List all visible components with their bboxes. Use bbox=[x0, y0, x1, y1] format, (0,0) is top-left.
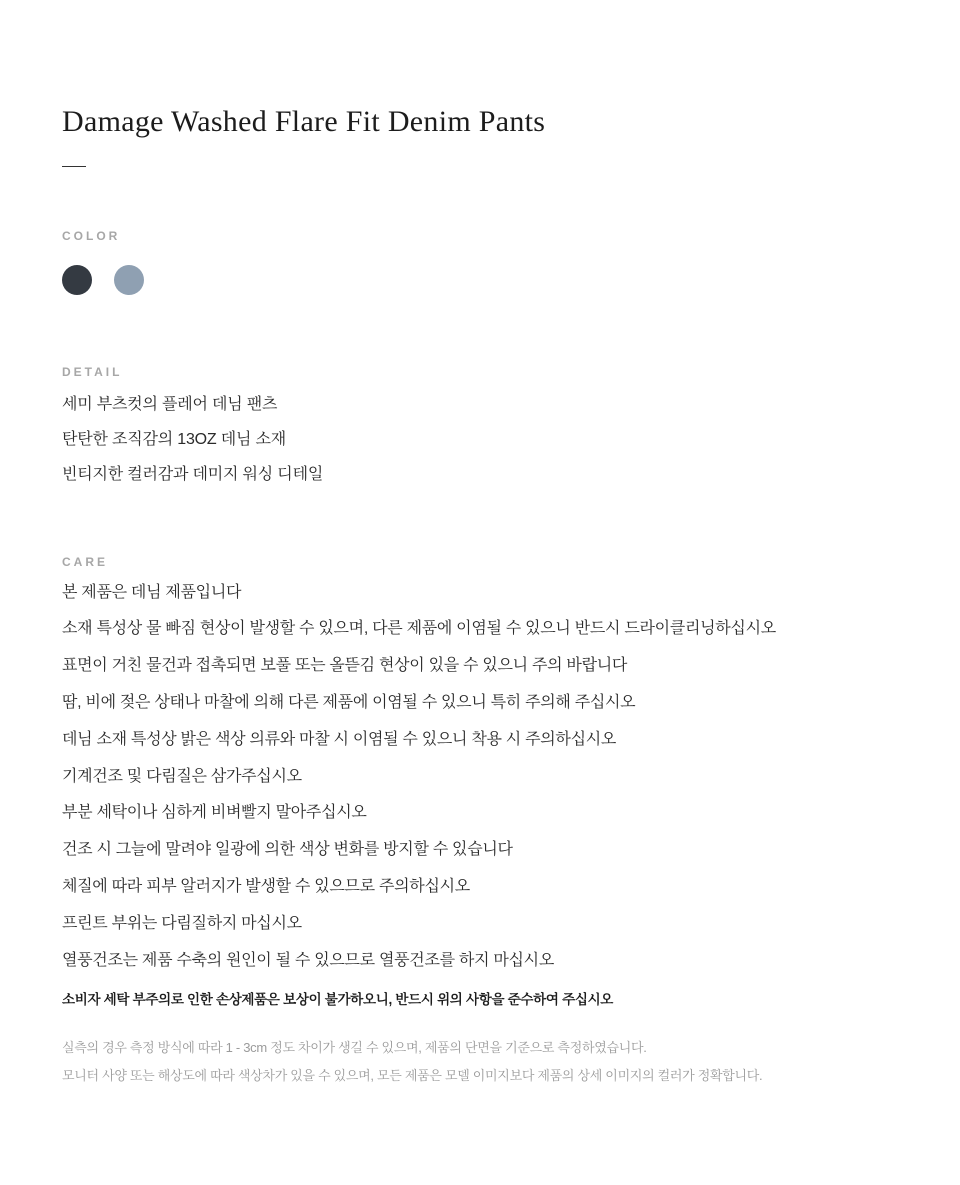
list-item: 빈티지한 컬러감과 데미지 워싱 디테일 bbox=[62, 466, 324, 484]
color-swatch-charcoal[interactable] bbox=[62, 265, 92, 295]
detail-list bbox=[62, 387, 898, 493]
color-swatch-light-blue-grey[interactable] bbox=[114, 265, 144, 295]
care-section bbox=[62, 555, 898, 1015]
list-item: 프린트 부위는 다림질하지 마십시오 bbox=[62, 914, 302, 932]
footnote-monitor-color: 모니터 사양 또는 해상도에 따라 색상차가 있을 수 있으며, 모든 제품은 모델 이미지보다 제품의 상세 이미지의 컬러가 정확합니다. bbox=[62, 1068, 763, 1084]
color-swatch-list bbox=[62, 265, 898, 295]
list-item: 기계건조 및 다림질은 삼가주십시오 bbox=[62, 767, 302, 785]
list-item: 부분 세탁이나 심하게 비벼빨지 말아주십시오 bbox=[62, 804, 367, 822]
list-item: 건조 시 그늘에 말려야 일광에 의한 색상 변화를 방지할 수 있습니다 bbox=[62, 841, 513, 859]
list-item: 표면이 거친 물건과 접촉되면 보풀 또는 올뜯김 현상이 있을 수 있으니 주의 바랍니다 bbox=[62, 657, 628, 675]
footnotes bbox=[62, 1037, 898, 1087]
care-section-label: CARE bbox=[62, 554, 109, 569]
list-item: 땀, 비에 젖은 상태나 마찰에 의해 다른 제품에 이염될 수 있으니 특히 주의해 주십시오 bbox=[62, 693, 636, 711]
list-item: 소재 특성상 물 빠짐 현상이 발생할 수 있으며, 다른 제품에 이염될 수 있으니 반드시 드라이클리닝하십시오 bbox=[62, 620, 776, 638]
list-item: 체질에 따라 피부 알러지가 발생할 수 있으므로 주의하십시오 bbox=[62, 877, 470, 895]
color-section bbox=[62, 229, 898, 295]
list-item: 본 제품은 데님 제품입니다 bbox=[62, 583, 242, 601]
list-item: 열풍건조는 제품 수축의 원인이 될 수 있으므로 열풍건조를 하지 마십시오 bbox=[62, 951, 554, 969]
footnote-measurement: 실측의 경우 측정 방식에 따라 1 - 3cm 정도 차이가 생길 수 있으며, 제품의 단면을 기준으로 측정하였습니다. bbox=[62, 1040, 647, 1056]
list-item: 탄탄한 조직감의 13OZ 데님 소재 bbox=[62, 431, 287, 449]
list-item: 데님 소재 특성상 밝은 색상 의류와 마찰 시 이염될 수 있으니 착용 시 주의하십시오 bbox=[62, 730, 617, 748]
care-list bbox=[62, 575, 898, 1015]
detail-section bbox=[62, 365, 898, 493]
care-emphasis-note: 소비자 세탁 부주의로 인한 손상제품은 보상이 불가하오니, 반드시 위의 사항을 준수하여 주십시오 bbox=[62, 992, 614, 1008]
detail-section-label: DETAIL bbox=[62, 365, 123, 379]
color-section-label: COLOR bbox=[62, 229, 121, 243]
list-item: 세미 부츠컷의 플레어 데님 팬츠 bbox=[62, 396, 278, 413]
page-title: Damage Washed Flare Fit Denim Pants bbox=[62, 105, 546, 138]
title-divider bbox=[62, 166, 86, 167]
